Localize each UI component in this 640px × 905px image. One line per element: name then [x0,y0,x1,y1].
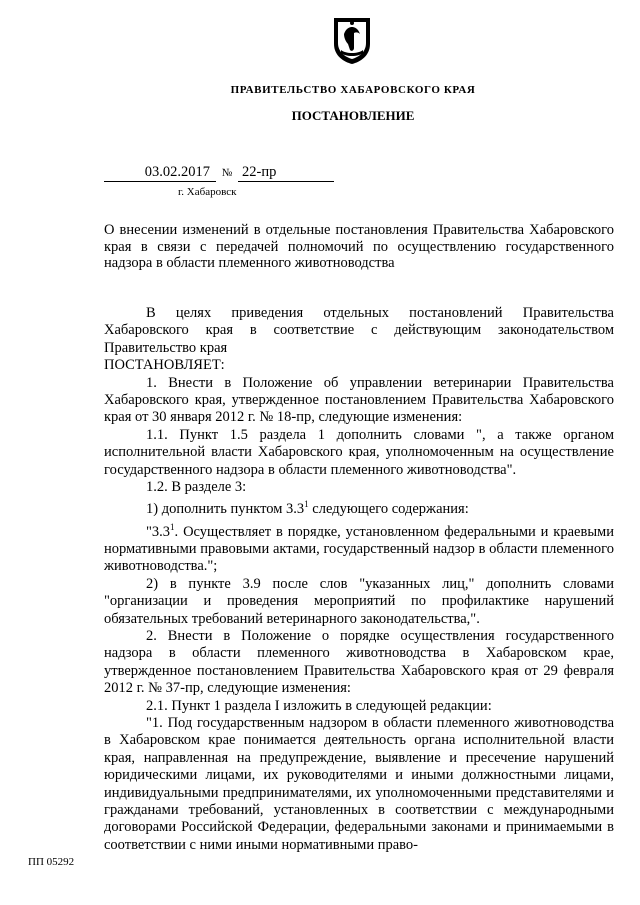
text-run: 1) дополнить пунктом 3.3 [146,501,305,518]
number-sign: № [221,167,233,179]
paragraph: 2) в пункте 3.9 после слов "указанных лиц," дополнить словами "организации и проведения мероприятий по профилактике нарушений обязательных требований ветеринарного законодательства,". [104,575,614,627]
coat-of-arms-icon [330,14,374,66]
text-run: . Осуществляет в порядке, установленном федеральными и краевыми нормативными правовыми актами, государственный надзор в области племенного животноводства."; [104,523,614,575]
paragraph: 2. Внести в Положение о порядке осуществления государственного надзора в области племенного животноводства в Хабаровском крае, утвержденное постановлением Правительства Хабаровского края от 29 февраля 2012 г. № 37-пр, следующие изменения: [104,627,614,697]
paragraph [104,519,614,576]
document-number: 22-пр [238,164,334,182]
paragraph: В целях приведения отдельных постановлений Правительства Хабаровского края в соответствие с действующим законодательством Правительство края [104,305,614,356]
footer-code: ПП 05292 [28,856,75,868]
paragraph: 1.2. В разделе 3: [146,479,247,496]
paragraph-resolves: ПОСТАНОВЛЯЕТ: [104,357,225,374]
document-date: 03.02.2017 [104,164,216,182]
paragraph [104,496,614,518]
superscript: 1 [304,499,309,510]
superscript: 1 [170,521,175,532]
document-subject: О внесении изменений в отдельные постановления Правительства Хабаровского края в связи с передачей полномочий по осуществлению государственного надзора в области племенного животноводства [104,222,614,271]
paragraph: 1. Внести в Положение об управлении ветеринарии Правительства Хабаровского края, утвержденное постановлением Правительства Хабаровского края от 30 января 2012 г. № 18-пр, следующие изменения: [104,374,614,426]
date-number-line [104,164,334,182]
city: г. Хабаровск [178,186,237,198]
government-title: ПРАВИТЕЛЬСТВО ХАБАРОВСКОГО КРАЯ [230,84,476,96]
paragraph: 1.1. Пункт 1.5 раздела 1 дополнить словами ", а также органом исполнительной власти Хабаровского края, уполномоченным на осуществление государственного надзора в области племенного животноводства". [104,426,614,478]
text-run: следующего содержания: [308,501,469,518]
document-type: ПОСТАНОВЛЕНИЕ [291,108,415,123]
text-run: "3.3 [146,523,171,540]
paragraph: 2.1. Пункт 1 раздела I изложить в следующей редакции: [146,697,492,714]
document-body [104,305,614,854]
paragraph: "1. Под государственным надзором в области племенного животноводства в Хабаровском крае понимается деятельность органа исполнительной власти края, направленная на предупреждение, выявление и пресечение нарушений юридическими лицами, их руководителями и иными должностными лицами, индивидуальными предпринимателями, их уполномоченными представителями и гражданами требований, установленных в соответствии с международными договорами Российской Федерации, федеральными законами и принимаемыми в соответствии с ними иными нормативными право- [104,715,614,853]
